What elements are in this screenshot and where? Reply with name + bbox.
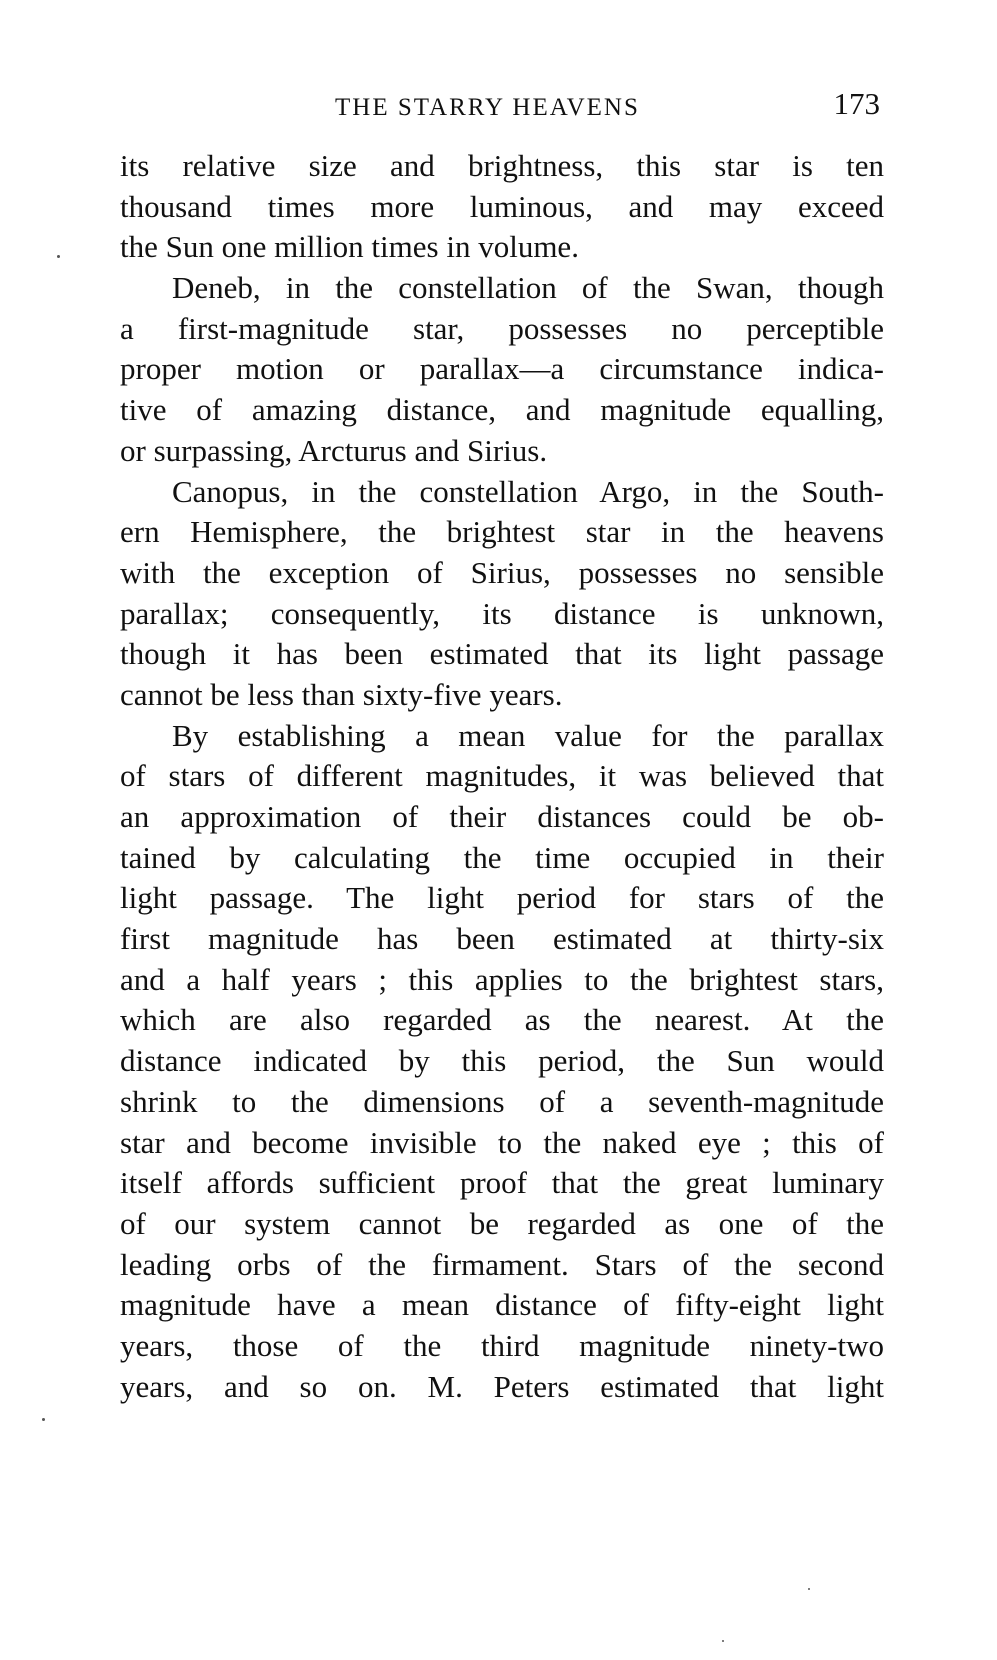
text-line: Canopus, in the constellation Argo, in the South- xyxy=(172,473,884,509)
text-line: tained by calculating the time occupied in their xyxy=(120,839,884,875)
running-head xyxy=(120,86,880,126)
text-line: light passage. The light period for stars of the xyxy=(120,880,884,916)
scan-speck xyxy=(722,1640,724,1642)
text-line: though it has been estimated that its light passage xyxy=(120,636,884,672)
paragraph xyxy=(120,716,884,1408)
text-line: or surpassing, Arcturus and Sirius. xyxy=(120,432,548,468)
text-line: which are also regarded as the nearest. At the xyxy=(120,1002,884,1038)
text-line: a first-magnitude star, possesses no perceptible xyxy=(120,310,884,346)
text-line: distance indicated by this period, the Sun would xyxy=(120,1043,884,1079)
text-line: shrink to the dimensions of a seventh-magnitude xyxy=(120,1083,884,1119)
text-line: of stars of different magnitudes, it was believed that xyxy=(120,758,884,794)
text-line: parallax; consequently, its distance is unknown, xyxy=(120,595,884,631)
text-line: tive of amazing distance, and magnitude equalling, xyxy=(120,392,884,428)
scan-speck xyxy=(42,1418,45,1421)
scan-speck xyxy=(808,1588,810,1590)
text-line: Deneb, in the constellation of the Swan, though xyxy=(172,270,884,306)
text-line: with the exception of Sirius, possesses no sensible xyxy=(120,554,884,590)
page-number: 173 xyxy=(833,86,880,121)
text-line: thousand times more luminous, and may exceed xyxy=(120,188,884,224)
text-line: years, and so on. M. Peters estimated that light xyxy=(120,1368,884,1404)
text-line: cannot be less than sixty-five years. xyxy=(120,676,563,712)
text-line: of our system cannot be regarded as one of the xyxy=(120,1205,884,1241)
text-line: star and become invisible to the naked eye ; this of xyxy=(120,1124,884,1160)
text-line: By establishing a mean value for the parallax xyxy=(172,717,884,753)
scan-speck xyxy=(57,255,60,258)
paragraph xyxy=(120,146,884,268)
text-line: and a half years ; this applies to the brightest stars, xyxy=(120,961,884,997)
text-line: years, those of the third magnitude ninety-two xyxy=(120,1327,884,1363)
paragraph xyxy=(120,268,884,471)
text-line: proper motion or parallax—a circumstance indica- xyxy=(120,351,884,387)
text-line: leading orbs of the firmament. Stars of the second xyxy=(120,1246,884,1282)
text-line: the Sun one million times in volume. xyxy=(120,229,579,265)
text-line: its relative size and brightness, this star is ten xyxy=(120,148,884,183)
text-line: ern Hemisphere, the brightest star in the heavens xyxy=(120,514,884,550)
text-line: an approximation of their distances could be ob- xyxy=(120,799,884,834)
text-line: itself affords sufficient proof that the great luminary xyxy=(120,1165,884,1201)
running-title: THE STARRY HEAVENS xyxy=(335,94,640,121)
text-line: first magnitude has been estimated at thirty-six xyxy=(120,921,884,957)
body-text xyxy=(120,146,884,1407)
text-line: magnitude have a mean distance of fifty-eight light xyxy=(120,1287,884,1323)
paragraph xyxy=(120,472,884,716)
